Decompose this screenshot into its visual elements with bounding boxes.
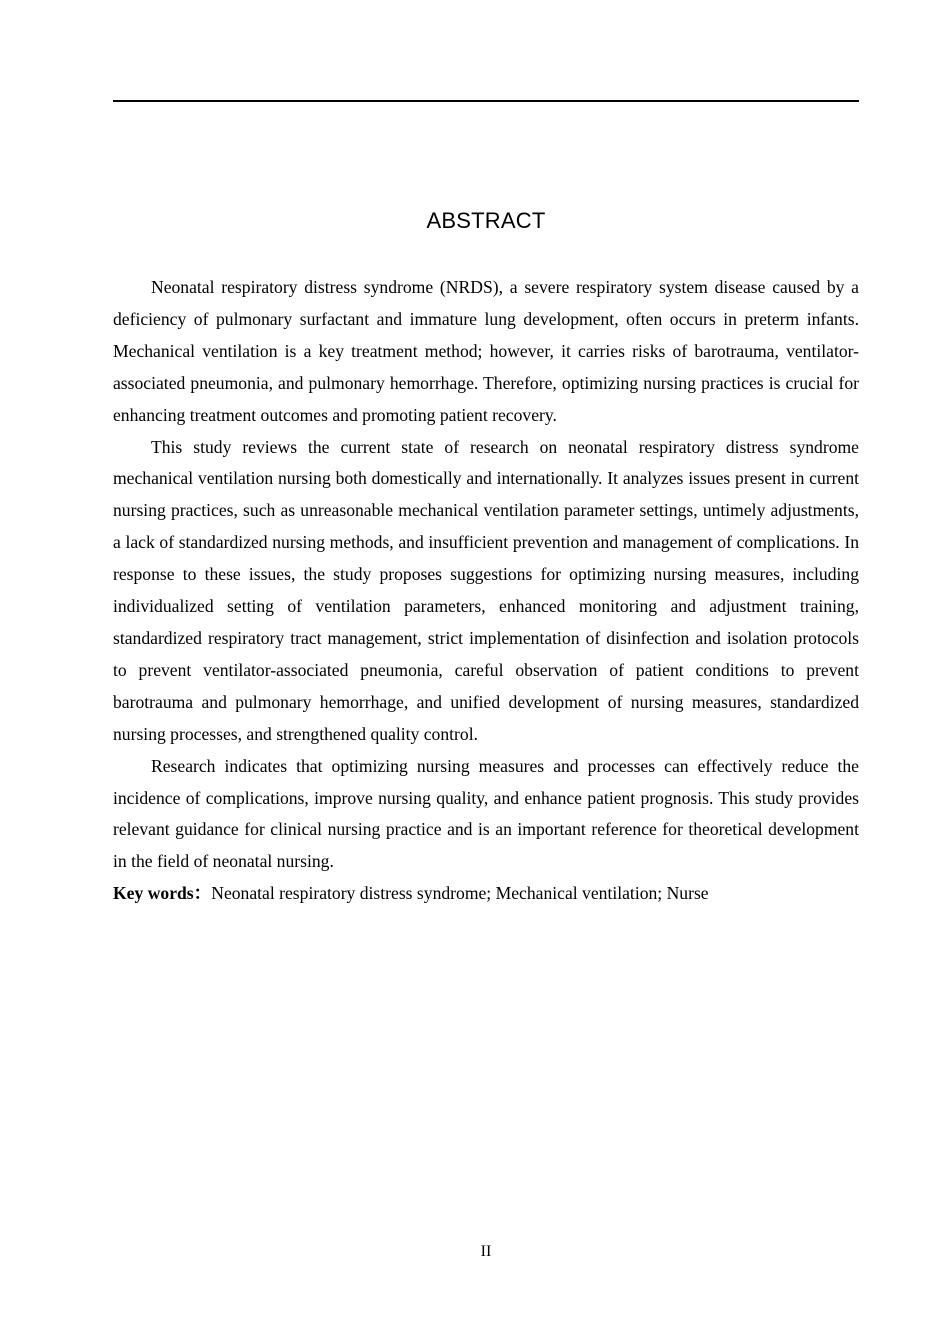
keywords-line	[113, 878, 859, 910]
abstract-title: ABSTRACT	[426, 208, 546, 233]
abstract-body	[113, 272, 859, 910]
keywords-text: Neonatal respiratory distress syndrome; Mechanical ventilation; Nurse	[211, 883, 709, 904]
abstract-paragraph-3: Research indicates that optimizing nursing measures and processes can effectively reduce the incidence of complications, improve nursing quality, and enhance patient prognosis. This study provides relevant guidance for clinical nursing practice and is an important reference for theoretical development in the field of neonatal nursing.	[113, 755, 859, 872]
header-rule	[113, 100, 859, 102]
abstract-paragraph-1: Neonatal respiratory distress syndrome (NRDS), a severe respiratory system disease caused by a deficiency of pulmonary surfactant and immature lung development, often occurs in preterm infants. Mechanical ventilation is a key treatment method; however, it carries risks of barotrauma, ventilator-associated pneumonia, and pulmonary hemorrhage. Therefore, optimizing nursing practices is crucial for enhancing treatment outcomes and promoting patient recovery.	[113, 277, 859, 425]
page-number: II	[480, 1243, 492, 1260]
keywords-label: Key words：	[113, 883, 212, 904]
abstract-paragraph-2: This study reviews the current state of research on neonatal respiratory distress syndrome mechanical ventilation nursing both domestically and internationally. It analyzes issues present in current nursing practices, such as unreasonable mechanical ventilation parameter settings, untimely adjustments, a lack of standardized nursing methods, and insufficient prevention and management of complications. In response to these issues, the study proposes suggestions for optimizing nursing measures, including individualized setting of ventilation parameters, enhanced monitoring and adjustment training, standardized respiratory tract management, strict implementation of disinfection and isolation protocols to prevent ventilator-associated pneumonia, careful observation of patient conditions to prevent barotrauma and pulmonary hemorrhage, and unified development of nursing measures, standardized nursing processes, and strengthened quality control.	[113, 436, 859, 744]
